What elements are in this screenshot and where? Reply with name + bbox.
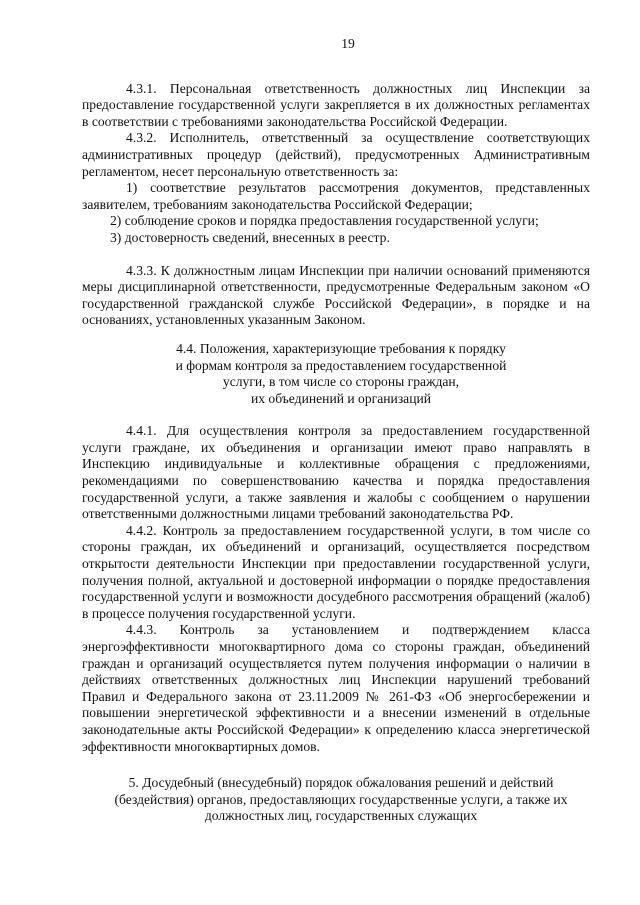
page-number: 19 bbox=[341, 36, 355, 51]
paragraph-4-3-1: 4.3.1. Персональная ответственность должностных лиц Инспекции за предоставление государственной услуги закрепляется в их должностных регламентах в соответствии с требованиями законодательства Российской Федерации. bbox=[82, 80, 590, 129]
heading-line: их объединений и организаций bbox=[250, 390, 432, 406]
heading-line: 5. Досудебный (внесудебный) порядок обжалования решений и действий bbox=[128, 775, 554, 791]
heading-line: (бездействия) органов, предоставляющих государственные услуги, а также их bbox=[114, 791, 568, 807]
spacer bbox=[82, 247, 590, 263]
paragraph-4-3-2: 4.3.2. Исполнитель, ответственный за осуществление соответствующих административных процедур (действий), предусмотренных Административным регламентом, несет персональную ответственность за: bbox=[82, 130, 590, 179]
section-heading-5 bbox=[82, 775, 590, 825]
list-item-2: 2) соблюдение сроков и порядка предоставления государственной услуги; bbox=[110, 213, 539, 229]
heading-line: и формам контроля за предоставлением государственной bbox=[175, 357, 507, 373]
paragraph-4-4-2: 4.4.2. Контроль за предоставлением государственной услуги, в том числе со стороны граждан, их объединений и организаций, осуществляется посредством открытости деятельности Инспекции при предоставлении государственной услуги, получения полной, актуальной и достоверной информации о порядке предоставления государственной услуги и возможности досудебного рассмотрения обращений (жалоб) в процессе получения государственной услуги. bbox=[82, 522, 590, 621]
list-item-3: 3) достоверность сведений, внесенных в реестр. bbox=[110, 229, 390, 245]
paragraph-4-4-1: 4.4.1. Для осуществления контроля за предоставлением государственной услуги граждане, их объединения и организации имеют право направлять в Инспекцию индивидуальные и коллективные обращения с предложениями, рекомендациями по совершенствованию качества и порядка предоставления государственной услуги, а также заявления и жалобы с сообщением о нарушении ответственными должностными лицами требований законодательства РФ. bbox=[82, 423, 590, 522]
section-heading-4-4 bbox=[82, 341, 590, 407]
heading-line: 4.4. Положения, характеризующие требования к порядку bbox=[176, 340, 506, 356]
paragraph-4-3-3: 4.3.3. К должностным лицам Инспекции при наличии оснований применяются меры дисциплинарной ответственности, предусмотренные Федеральным законом «О государственной гражданской службе Российской Федерации», в порядке и на основаниях, установленных указанным Законом. bbox=[82, 262, 590, 328]
heading-line: услуги, в том числе со стороны граждан, bbox=[222, 374, 460, 390]
heading-line: должностных лиц, государственных служащих bbox=[204, 808, 478, 824]
list-item-1: 1) соответствие результатов рассмотрения документов, представленных заявителем, требованиям законодательства Российской Федерации; bbox=[82, 180, 590, 212]
paragraph-4-4-3: 4.4.3. Контроль за установлением и подтверждением класса энергоэффективности многоквартирного дома со стороны граждан, объединений граждан и организаций осуществляется путем получения информации о наличии в действиях ответственных должностных лиц Инспекции нарушений требований Правил и Федерального закона от 23.11.2009 № 261-ФЗ «Об энергосбережении и повышении энергетической эффективности и а внесении изменений в отдельные законодательные акты Российской Федерации» к определению класса энергетической эффективности многоквартирных домов. bbox=[82, 622, 590, 754]
